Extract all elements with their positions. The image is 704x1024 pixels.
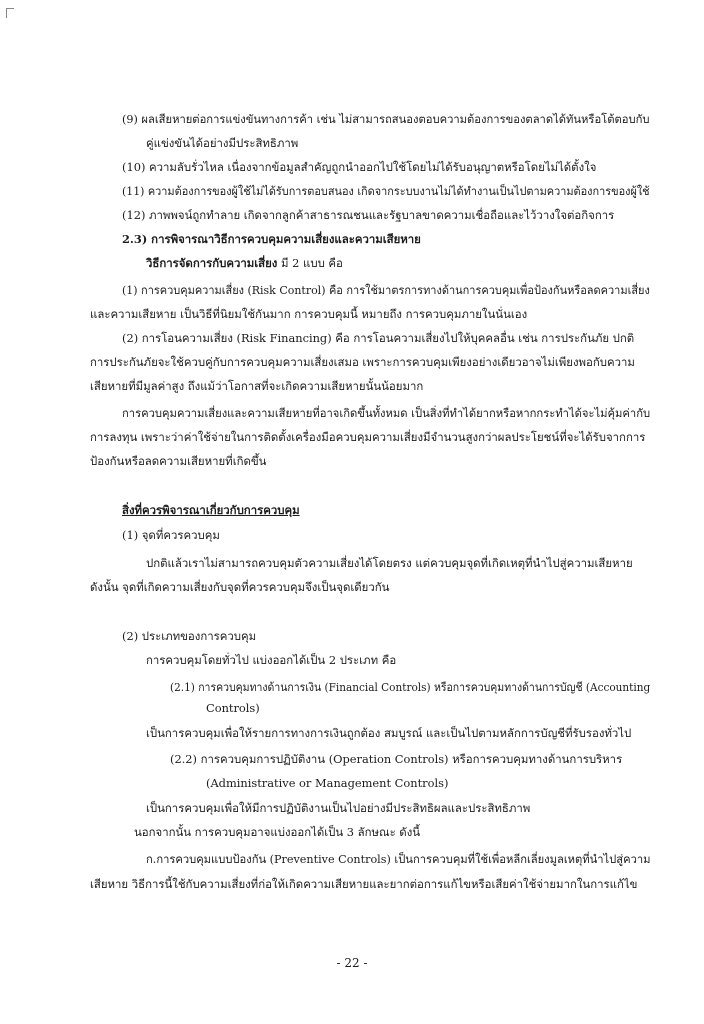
risk-financing-continued-1: การประกันภัยจะใช้ควบคู่กับการควบคุมความเสี่ยงเสมอ เพราะการควบคุมเพียงอย่างเดียวอาจไม่เพียงพอกับความ bbox=[90, 355, 635, 369]
cost-benefit-continued-1: การลงทุน เพราะว่าค่าใช้จ่ายในการติดตั้งเครื่องมือควบคุมความเสี่ยงมีจำนวนสูงกว่าผลประโยชน์ที่จะได้รับจากการ bbox=[90, 430, 646, 444]
control-point-paragraph: ปกติแล้วเราไม่สามารถควบคุมตัวความเสี่ยงได้โดยตรง แต่ควบคุมจุดที่เกิดเหตุที่นำไปสู่ความเสียหาย bbox=[146, 556, 633, 570]
page-number: - 22 - bbox=[336, 956, 368, 970]
control-characteristics-intro: นอกจากนั้น การควบคุมอาจแบ่งออกได้เป็น 3 ลักษณะ ดังนี้ bbox=[134, 825, 421, 839]
financial-controls-continued: Controls) bbox=[206, 701, 260, 715]
control-point-continued: ดังนั้น จุดที่เกิดความเสี่ยงกับจุดที่ควรควบคุมจึงเป็นจุดเดียวกัน bbox=[90, 580, 390, 594]
control-considerations-heading: สิ่งที่ควรพิจารณาเกี่ยวกับการควบคุม bbox=[122, 503, 300, 517]
financial-controls-item: (2.1) การควบคุมทางด้านการเงิน (Financial Controls) หรือการควบคุมทางด้านการบัญชี (Accounting bbox=[170, 680, 651, 694]
risk-financing-paragraph: (2) การโอนความเสี่ยง (Risk Financing) คือ การโอนความเสี่ยงไปให้บุคคลอื่น เช่น การประกันภัย ปกติ bbox=[122, 331, 635, 345]
preventive-controls-continued: เสียหาย วิธีการนี้ใช้กับความเสี่ยงที่ก่อให้เกิดความเสียหายและยากต่อการแก้ไขหรือเสียค่าใช้จ่ายมากในการแก้ไข bbox=[90, 877, 638, 891]
control-types-heading: (2) ประเภทของการควบคุม bbox=[122, 629, 257, 643]
operation-controls-description: เป็นการควบคุมเพื่อให้มีการปฏิบัติงานเป็นไปอย่างมีประสิทธิผลและประสิทธิภาพ bbox=[146, 801, 531, 815]
list-item-10: (10) ความลับรั่วไหล เนื่องจากข้อมูลสำคัญถูกนำออกไปใช้โดยไม่ได้รับอนุญาตหรือโดยไม่ได้ตั้งใจ bbox=[122, 160, 597, 174]
control-point-heading: (1) จุดที่ควรควบคุม bbox=[122, 528, 220, 542]
risk-control-continued: และความเสียหาย เป็นวิธีที่นิยมใช้กันมาก การควบคุมนี้ หมายถึง การควบคุมภายในนั่นเอง bbox=[90, 307, 528, 321]
risk-control-paragraph: (1) การควบคุมความเสี่ยง (Risk Control) คือ การใช้มาตรการทางด้านการควบคุมเพื่อป้องกันหรือลดความเสี่ยง bbox=[122, 283, 650, 297]
list-item-9-continued: คู่แข่งขันได้อย่างมีประสิทธิภาพ bbox=[146, 136, 299, 150]
operation-controls-item: (2.2) การควบคุมการปฏิบัติงาน (Operation Controls) หรือการควบคุมทางด้านการบริหาร bbox=[170, 752, 623, 766]
list-item-11: (11) ความต้องการของผู้ใช้ไม่ได้รับการตอบสนอง เกิดจากระบบงานไม่ได้ทำงานเป็นไปตามความต้องการของผู้ใช้ bbox=[122, 184, 650, 198]
list-item-12: (12) ภาพพจน์ถูกทำลาย เกิดจากลูกค้าสาธารณชนและรัฐบาลขาดความเชื่อถือและไว้วางใจต่อกิจการ bbox=[122, 208, 615, 222]
risk-methods-line bbox=[146, 256, 343, 270]
scan-corner-mark bbox=[6, 8, 14, 18]
risk-financing-continued-2: เสียหายที่มีมูลค่าสูง ถึงแม้ว่าโอกาสที่จะเกิดความเสียหายนั้นน้อยมาก bbox=[90, 379, 424, 393]
operation-controls-continued: (Administrative or Management Controls) bbox=[206, 776, 449, 790]
cost-benefit-continued-2: ป้องกันหรือลดความเสียหายที่เกิดขึ้น bbox=[90, 454, 267, 468]
risk-methods-count: มี 2 แบบ คือ bbox=[277, 256, 343, 270]
section-heading-2-3: 2.3) การพิจารณาวิธีการควบคุมความเสี่ยงและความเสียหาย bbox=[122, 232, 421, 246]
cost-benefit-paragraph: การควบคุมความเสี่ยงและความเสียหายที่อาจเกิดขึ้นทั้งหมด เป็นสิ่งที่ทำได้ยากหรือหากกระทำได้จะไม่คุ้มค่ากับ bbox=[122, 406, 651, 420]
control-types-intro: การควบคุมโดยทั่วไป แบ่งออกได้เป็น 2 ประเภท คือ bbox=[146, 653, 397, 667]
preventive-controls-paragraph: ก.การควบคุมแบบป้องกัน (Preventive Controls) เป็นการควบคุมที่ใช้เพื่อหลีกเลี่ยงมูลเหตุที่นำไปสู่ความ bbox=[146, 852, 651, 866]
risk-methods-label: วิธีการจัดการกับความเสี่ยง bbox=[146, 256, 278, 270]
financial-controls-description: เป็นการควบคุมเพื่อให้รายการทางการเงินถูกต้อง สมบูรณ์ และเป็นไปตามหลักการบัญชีที่รับรองทั่วไป bbox=[146, 726, 632, 740]
list-item-9: (9) ผลเสียหายต่อการแข่งขันทางการค้า เช่น ไม่สามารถสนองตอบความต้องการของตลาดได้ทันหรือโต้ตอบกับ bbox=[122, 112, 650, 126]
